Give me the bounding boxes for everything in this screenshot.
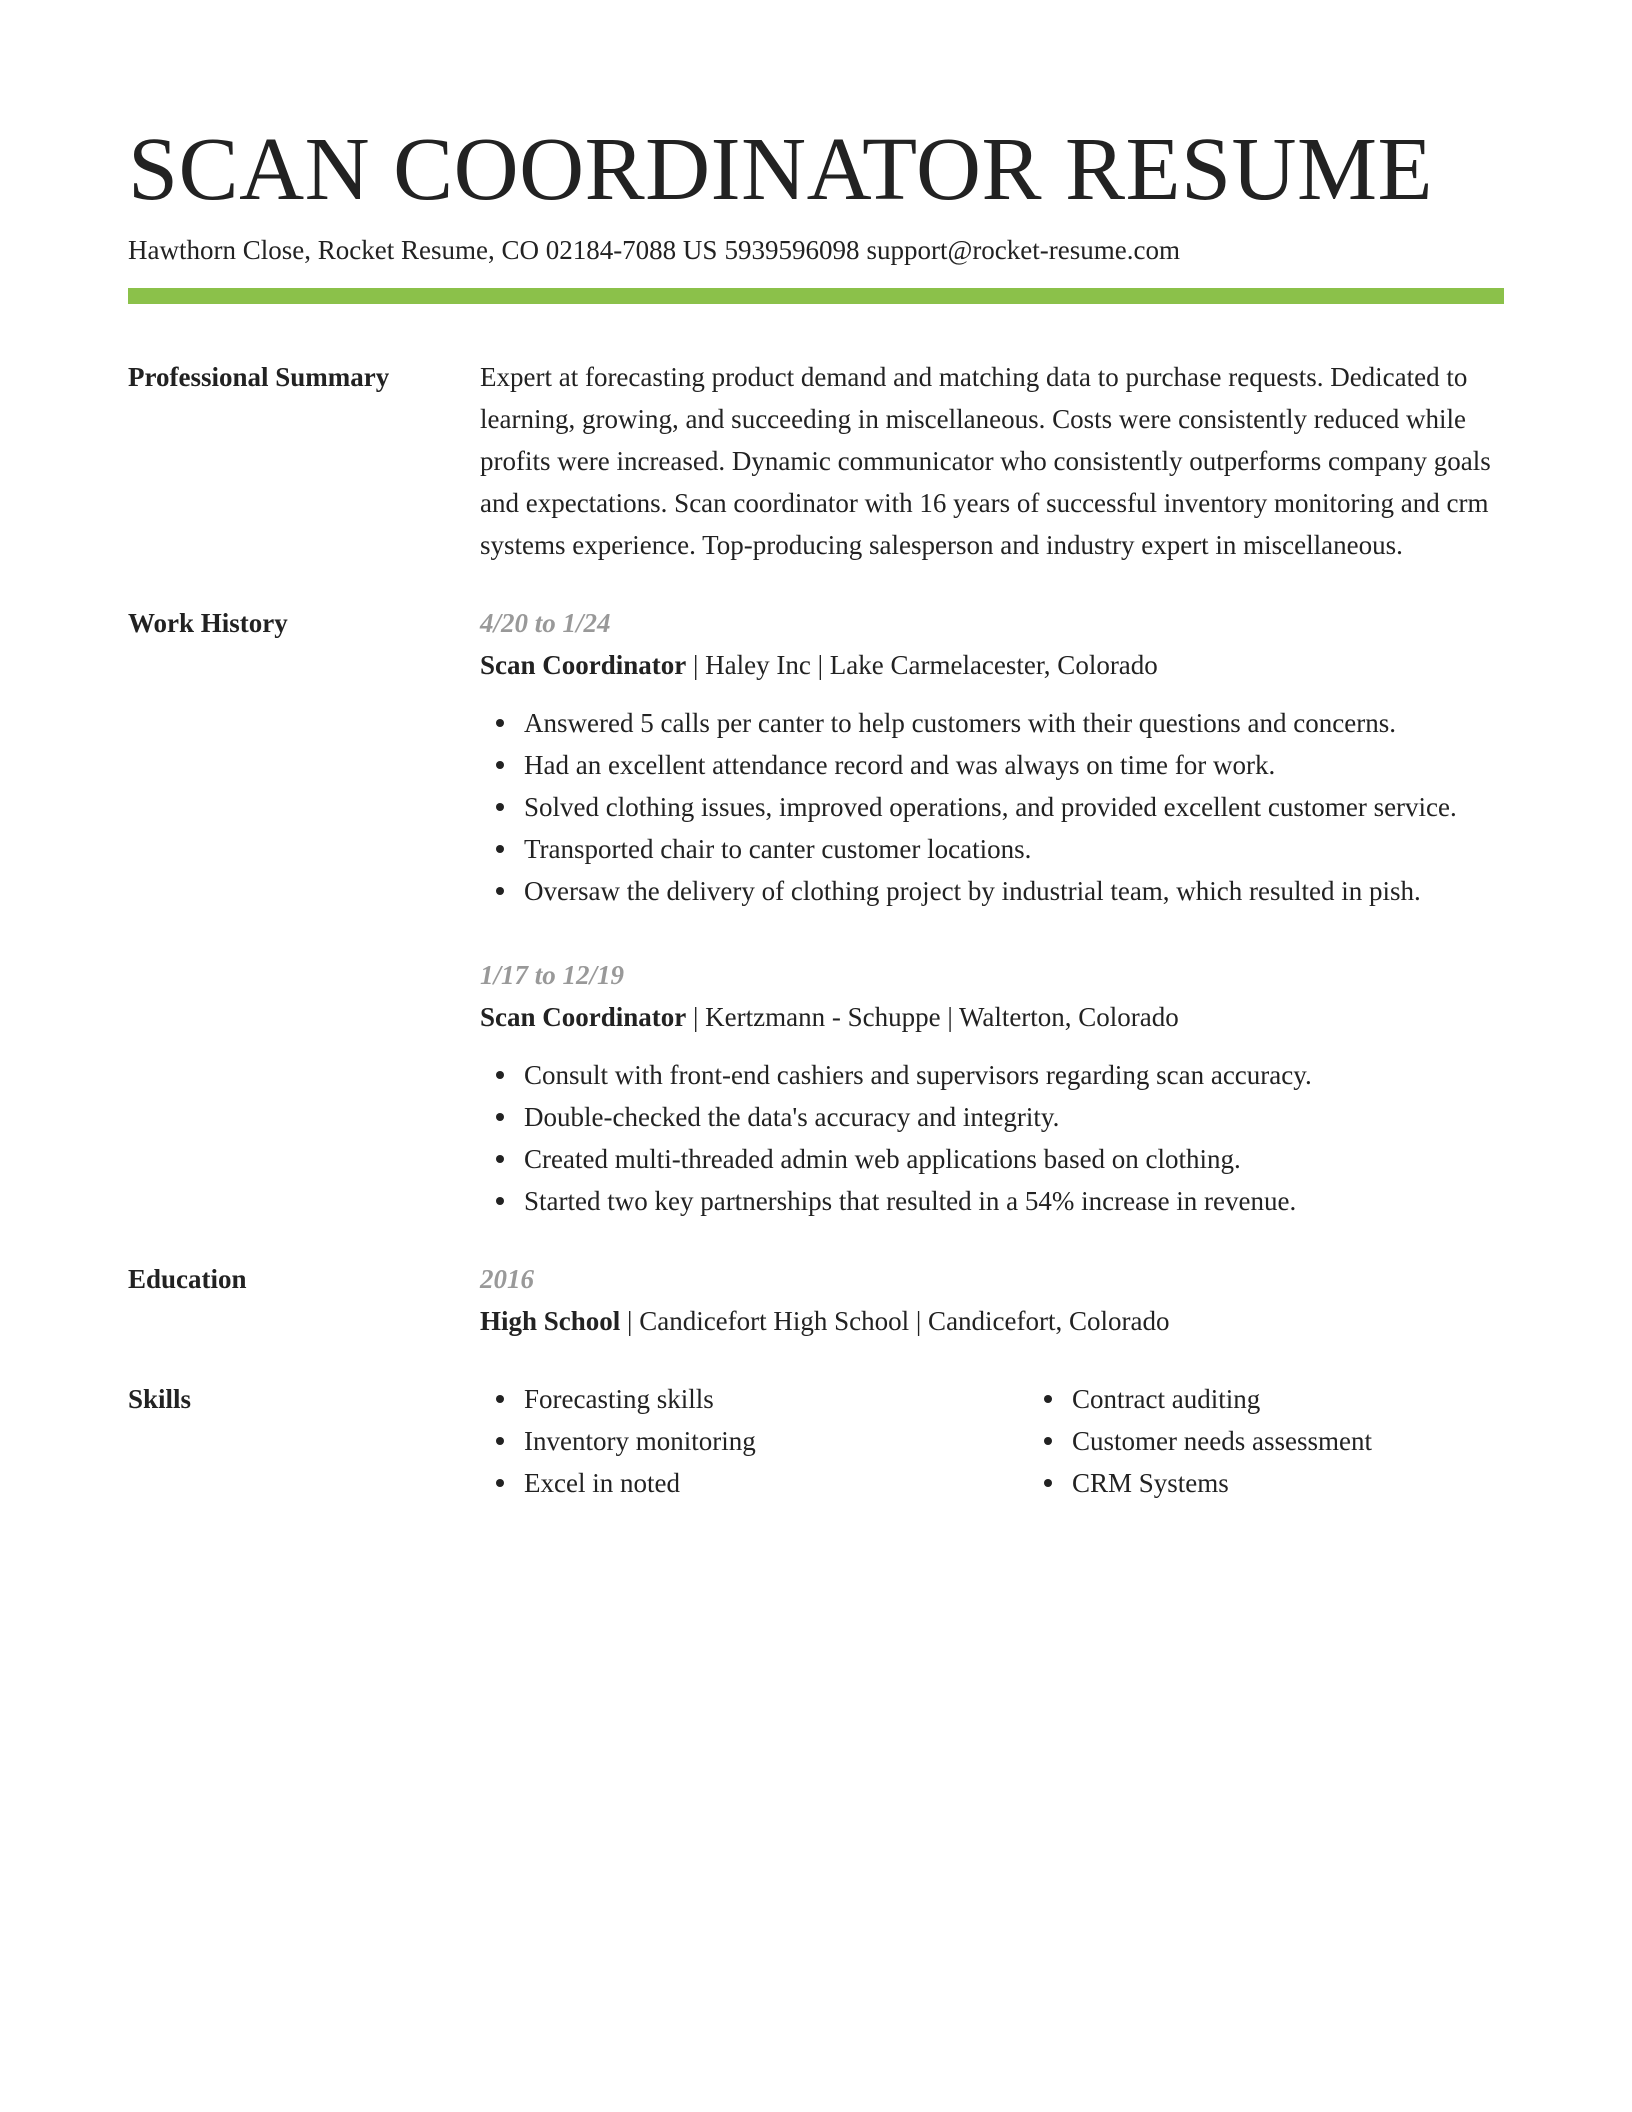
section-label-skills: Skills — [128, 1384, 192, 1414]
job-details: | Kertzmann - Schuppe | Walterton, Colorado — [686, 1002, 1179, 1032]
job-bullet: Created multi-threaded admin web applications based on clothing. — [524, 1138, 1504, 1180]
job-bullets — [480, 1054, 1504, 1222]
section-skills — [128, 1378, 1504, 1504]
education-degree: High School — [480, 1306, 621, 1336]
contact-phone: 5939596098 — [724, 235, 860, 265]
skill-item: Inventory monitoring — [524, 1420, 1028, 1462]
education-heading — [480, 1300, 1504, 1342]
job-bullet: Answered 5 calls per canter to help customers with their questions and concerns. — [524, 702, 1504, 744]
job-details: | Haley Inc | Lake Carmelacester, Colorado — [686, 650, 1158, 680]
header-divider — [128, 288, 1504, 304]
job-title: Scan Coordinator — [480, 650, 687, 680]
skill-item: CRM Systems — [1072, 1462, 1372, 1504]
job-bullet: Consult with front-end cashiers and supervisors regarding scan accuracy. — [524, 1054, 1504, 1096]
skill-item: Forecasting skills — [524, 1378, 1028, 1420]
skill-item: Contract auditing — [1072, 1378, 1372, 1420]
job-title: Scan Coordinator — [480, 1002, 687, 1032]
job-bullet: Transported chair to canter customer locations. — [524, 828, 1504, 870]
job-bullet: Solved clothing issues, improved operations, and provided excellent customer service. — [524, 786, 1504, 828]
skill-item: Customer needs assessment — [1072, 1420, 1372, 1462]
summary-text: Expert at forecasting product demand and matching data to purchase requests. Dedicated to learning, growing, and succeeding in miscellaneous. Costs were consistently reduced while profits were increased. Dynamic communicator who consistently outperforms company goals and expectations. Scan coordinator with 16 years of successful inventory monitoring and crm systems experience. Top-producing salesperson and industry expert in miscellaneous. — [480, 362, 1491, 560]
contact-email: support@rocket-resume.com — [866, 235, 1180, 265]
job-heading — [480, 996, 1504, 1038]
job-date: 4/20 to 1/24 — [480, 608, 611, 638]
section-label-summary: Professional Summary — [128, 362, 390, 392]
resume-title: SCAN COORDINATOR RESUME — [128, 120, 1434, 219]
job-bullet: Started two key partnerships that resulted in a 54% increase in revenue. — [524, 1180, 1504, 1222]
skills-columns — [480, 1378, 1504, 1504]
job-bullet: Oversaw the delivery of clothing project by industrial team, which resulted in pish. — [524, 870, 1504, 912]
job-entry — [480, 602, 1504, 912]
job-date: 1/17 to 12/19 — [480, 960, 625, 990]
job-heading — [480, 644, 1504, 686]
resume-page — [128, 118, 1504, 1504]
contact-line — [128, 232, 1504, 268]
contact-address: Hawthorn Close, Rocket Resume, CO 02184-7088 US — [128, 235, 718, 265]
skills-list-right — [1028, 1378, 1372, 1504]
job-bullet: Had an excellent attendance record and was always on time for work. — [524, 744, 1504, 786]
job-bullet: Double-checked the data's accuracy and integrity. — [524, 1096, 1504, 1138]
section-work-history — [128, 602, 1504, 1222]
job-bullets — [480, 702, 1504, 912]
skills-list-left — [480, 1378, 1028, 1504]
education-details: | Candicefort High School | Candicefort, Colorado — [620, 1306, 1170, 1336]
skill-item: Excel in noted — [524, 1462, 1028, 1504]
section-professional-summary — [128, 356, 1504, 566]
section-label-work: Work History — [128, 608, 288, 638]
section-education — [128, 1258, 1504, 1342]
section-label-education: Education — [128, 1264, 247, 1294]
job-entry — [480, 954, 1504, 1222]
education-date: 2016 — [480, 1264, 534, 1294]
